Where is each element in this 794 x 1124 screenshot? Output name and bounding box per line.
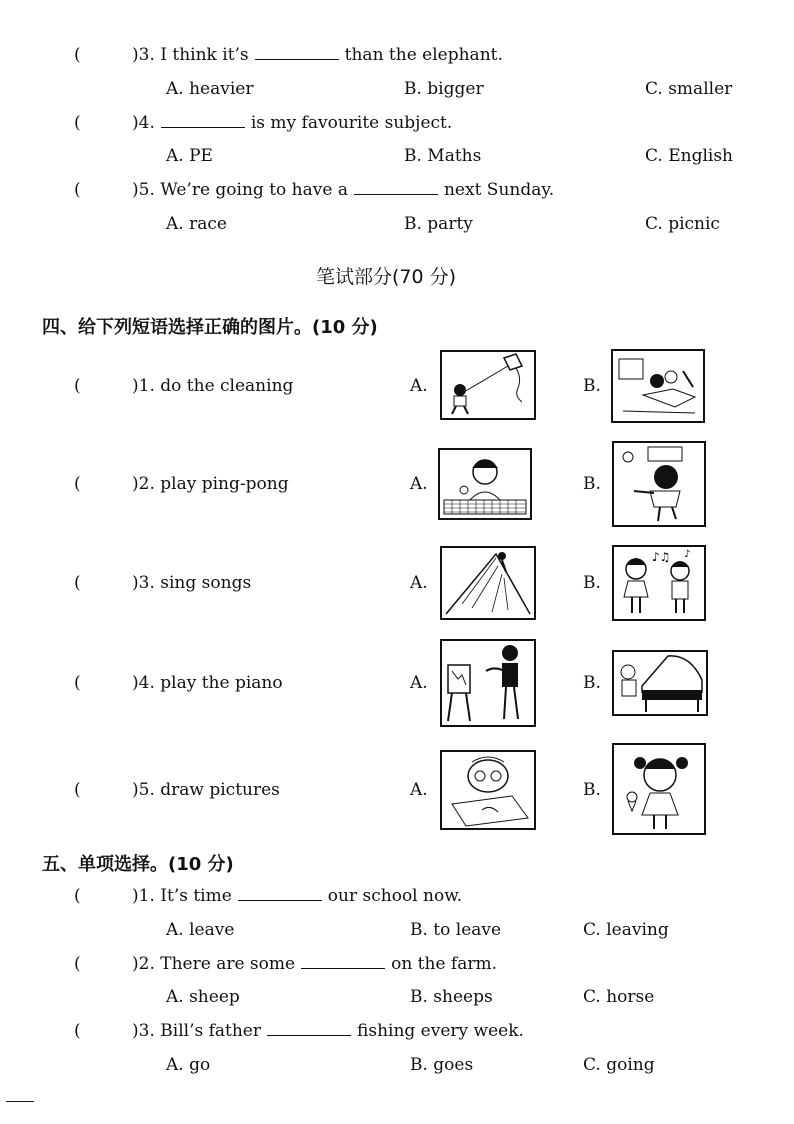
answer-paren[interactable]: ( xyxy=(74,886,81,906)
option-b-label: B. xyxy=(583,573,601,593)
option-b-label: B. xyxy=(583,780,601,800)
answer-paren[interactable]: ( xyxy=(74,45,81,65)
answer-paren[interactable]: ( xyxy=(74,376,81,396)
kite-icon xyxy=(442,352,534,418)
question-stem: )4. is my favourite subject. xyxy=(132,113,453,133)
svg-text:♪: ♪ xyxy=(684,549,691,560)
phrase-label: )1. do the cleaning xyxy=(132,376,294,396)
answer-paren[interactable]: ( xyxy=(74,1021,81,1041)
piano-icon xyxy=(614,652,706,714)
question-stem: )5. We’re going to have a next Sunday. xyxy=(132,180,555,200)
ping-pong-icon xyxy=(440,450,530,518)
option-b[interactable]: B. bigger xyxy=(404,79,484,99)
ping-pong-girl-picture[interactable] xyxy=(438,448,532,520)
music-notes-icon xyxy=(614,547,704,619)
cleaning-kids-picture[interactable] xyxy=(611,349,705,423)
answer-paren[interactable]: ( xyxy=(74,573,81,593)
answer-paren[interactable]: ( xyxy=(74,780,81,800)
singing-kids-picture[interactable] xyxy=(612,545,706,621)
mountain-climber-picture[interactable] xyxy=(440,546,536,620)
option-a[interactable]: A. heavier xyxy=(166,79,254,99)
answer-paren[interactable]: ( xyxy=(74,113,81,133)
written-part-title: 笔试部分(70 分) xyxy=(316,266,457,288)
phrase-label: )2. play ping-pong xyxy=(132,474,289,494)
question-stem: )2. There are some on the farm. xyxy=(132,954,497,974)
option-b[interactable]: B. sheeps xyxy=(410,987,493,1007)
ice-cream-girl-picture[interactable] xyxy=(612,743,706,835)
option-c[interactable]: C. going xyxy=(583,1055,655,1075)
mountain-icon xyxy=(442,548,534,618)
option-b[interactable]: B. Maths xyxy=(404,146,482,166)
section-4-title: 四、给下列短语选择正确的图片。(10 分) xyxy=(42,317,378,338)
phrase-label: )5. draw pictures xyxy=(132,780,280,800)
blank-line[interactable] xyxy=(255,45,339,60)
section-5-title: 五、单项选择。(10 分) xyxy=(42,854,234,875)
question-stem: )3. I think it’s than the elephant. xyxy=(132,45,503,65)
blank-line[interactable] xyxy=(301,954,385,969)
option-c[interactable]: C. leaving xyxy=(583,920,669,940)
answer-paren[interactable]: ( xyxy=(74,180,81,200)
ice-cream-icon xyxy=(614,745,704,833)
option-a[interactable]: A. leave xyxy=(166,920,235,940)
option-a-label: A. xyxy=(410,474,428,494)
option-b[interactable]: B. to leave xyxy=(410,920,502,940)
option-a[interactable]: A. PE xyxy=(166,146,213,166)
svg-text:♪♫: ♪♫ xyxy=(652,550,671,564)
option-a-label: A. xyxy=(410,780,428,800)
option-a-label: A. xyxy=(410,573,428,593)
option-a[interactable]: A. go xyxy=(166,1055,211,1075)
option-c[interactable]: C. horse xyxy=(583,987,655,1007)
option-b-label: B. xyxy=(583,673,601,693)
page-footer-rule xyxy=(6,1101,34,1102)
option-b[interactable]: B. goes xyxy=(410,1055,474,1075)
piano-picture[interactable] xyxy=(612,650,708,716)
option-a[interactable]: A. race xyxy=(166,214,227,234)
option-b-label: B. xyxy=(583,474,601,494)
blank-line[interactable] xyxy=(354,180,438,195)
football-icon xyxy=(614,443,704,525)
option-b-label: B. xyxy=(583,376,601,396)
option-c[interactable]: C. picnic xyxy=(645,214,720,234)
cleaning-icon xyxy=(613,351,703,421)
kite-flying-boy-picture[interactable] xyxy=(440,350,536,420)
phrase-label: )4. play the piano xyxy=(132,673,283,693)
answer-paren[interactable]: ( xyxy=(74,954,81,974)
phrase-label: )3. sing songs xyxy=(132,573,252,593)
drawing-icon xyxy=(442,752,534,828)
drawing-boy-picture[interactable] xyxy=(440,750,536,830)
painting-violinist-picture[interactable] xyxy=(440,639,536,727)
violin-easel-icon xyxy=(442,641,534,725)
question-stem: )1. It’s time our school now. xyxy=(132,886,463,906)
blank-line[interactable] xyxy=(161,113,245,128)
answer-paren[interactable]: ( xyxy=(74,474,81,494)
option-a[interactable]: A. sheep xyxy=(166,987,240,1007)
option-a-label: A. xyxy=(410,673,428,693)
option-b[interactable]: B. party xyxy=(404,214,473,234)
option-a-label: A. xyxy=(410,376,428,396)
blank-line[interactable] xyxy=(238,886,322,901)
question-stem: )3. Bill’s father fishing every week. xyxy=(132,1021,524,1041)
option-c[interactable]: C. English xyxy=(645,146,733,166)
blank-line[interactable] xyxy=(267,1021,351,1036)
football-boy-picture[interactable] xyxy=(612,441,706,527)
option-c[interactable]: C. smaller xyxy=(645,79,733,99)
answer-paren[interactable]: ( xyxy=(74,673,81,693)
